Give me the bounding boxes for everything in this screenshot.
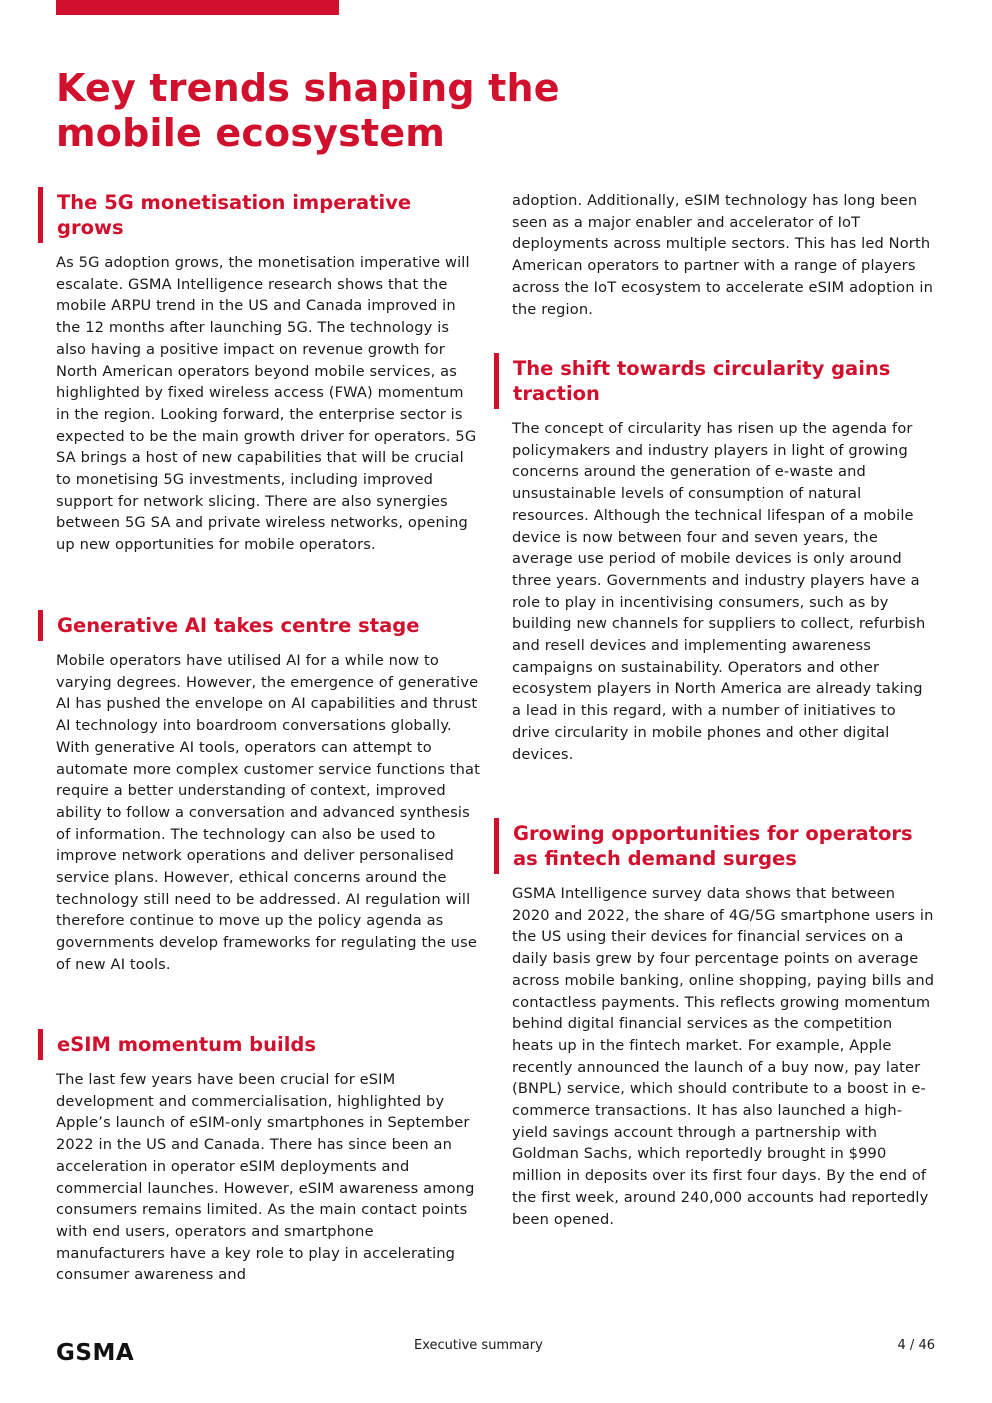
section-body-continued: adoption. Additionally, eSIM technology has long been seen as a major enabler and accelerator of IoT deployments across multiple sectors. This has led North American operators to partner with a range of players across the IoT ecosystem to accelerate eSIM adoption in the region.: [512, 192, 934, 318]
section-esim-continued: [512, 190, 936, 320]
section-heading: Growing opportunities for operators as fintech demand surges: [512, 821, 936, 871]
top-accent-bar: [56, 0, 339, 15]
section-heading: The shift towards circularity gains traction: [512, 356, 936, 406]
section-generative-ai: [56, 613, 480, 976]
page-title: [56, 66, 656, 156]
section-body: GSMA Intelligence survey data shows that between 2020 and 2022, the share of 4G/5G smartphone users in the US using their devices for financial services on a daily basis grew by four percentage points on average across mobile banking, online shopping, paying bills and contactless payments. This reflects growing momentum behind digital financial services as the competition heats up in the fintech market. For example, Apple recently announced the launch of a buy now, pay later (BNPL) service, which should contribute to a boost in e-commerce transactions. It has also launched a high-yield savings account through a partnership with Goldman Sachs, which reportedly brought in $990 million in deposits over its first four days. By the end of the first week, around 240,000 accounts had reportedly been opened.: [512, 885, 935, 1228]
page-title-line-2: mobile ecosystem: [56, 111, 446, 155]
section-heading: The 5G monetisation imperative grows: [56, 190, 480, 240]
section-body: Mobile operators have utilised AI for a while now to varying degrees. However, the emergence of generative AI has pushed the envelope on AI capabilities and thrust AI technology into boardroom conversations globally. With generative AI tools, operators can attempt to automate more complex customer service functions that require a better understanding of context, improved ability to follow a conversation and advanced synthesis of information. The technology can also be used to improve network operations and deliver personalised service plans. However, ethical concerns around the technology still need to be addressed. AI regulation will therefore continue to move up the policy agenda as governments develop frameworks for regulating the use of new AI tools.: [56, 652, 480, 973]
section-circularity: [512, 356, 936, 765]
section-heading: eSIM momentum builds: [56, 1032, 480, 1057]
section-body: The last few years have been crucial for eSIM development and commercialisation, highlighted by Apple’s launch of eSIM-only smartphones in September 2022 in the US and Canada. There has since been an acceleration in operator eSIM deployments and commercial launches. However, eSIM awareness among consumers remains limited. As the main contact points with end users, operators and smartphone manufacturers have a key role to play in accelerating consumer awareness and: [56, 1071, 475, 1284]
section-body: As 5G adoption grows, the monetisation imperative will escalate. GSMA Intelligence research shows that the mobile ARPU trend in the US and Canada improved in the 12 months after launching 5G. The technology is also having a positive impact on revenue growth for North American operators beyond mobile services, as highlighted by fixed wireless access (FWA) momentum in the region. Looking forward, the enterprise sector is expected to be the main growth driver for operators. 5G SA brings a host of new capabilities that will be crucial to monetising 5G investments, including improved support for network slicing. There are also synergies between 5G SA and private wireless networks, opening up new opportunities for mobile operators.: [56, 254, 477, 554]
section-5g-monetisation: [56, 190, 480, 556]
gsma-logo: [56, 1340, 180, 1364]
section-body: The concept of circularity has risen up the agenda for policymakers and industry players in light of growing concerns around the generation of e-waste and unsustainable levels of consumption of natural resources. Although the technical lifespan of a mobile device is now between four and seven years, the average use period of mobile devices is only around three years. Governments and industry players have a role to play in incentivising consumers, such as by building new channels for suppliers to collect, refurbish and resell devices and implementing awareness campaigns on sustainability. Operators and other ecosystem players in North America are already taking a lead in this regard, with a number of initiatives to drive circularity in mobile phones and other digital devices.: [512, 420, 926, 763]
footer-section-label: Executive summary: [414, 1338, 543, 1353]
footer-page-number: 4 / 46: [897, 1338, 935, 1353]
page-title-line-1: Key trends shaping the: [56, 66, 560, 110]
gsma-logo-text: GSMA: [56, 1340, 135, 1364]
section-fintech: [512, 821, 936, 1230]
section-heading: Generative AI takes centre stage: [56, 613, 480, 638]
section-esim: [56, 1032, 480, 1286]
